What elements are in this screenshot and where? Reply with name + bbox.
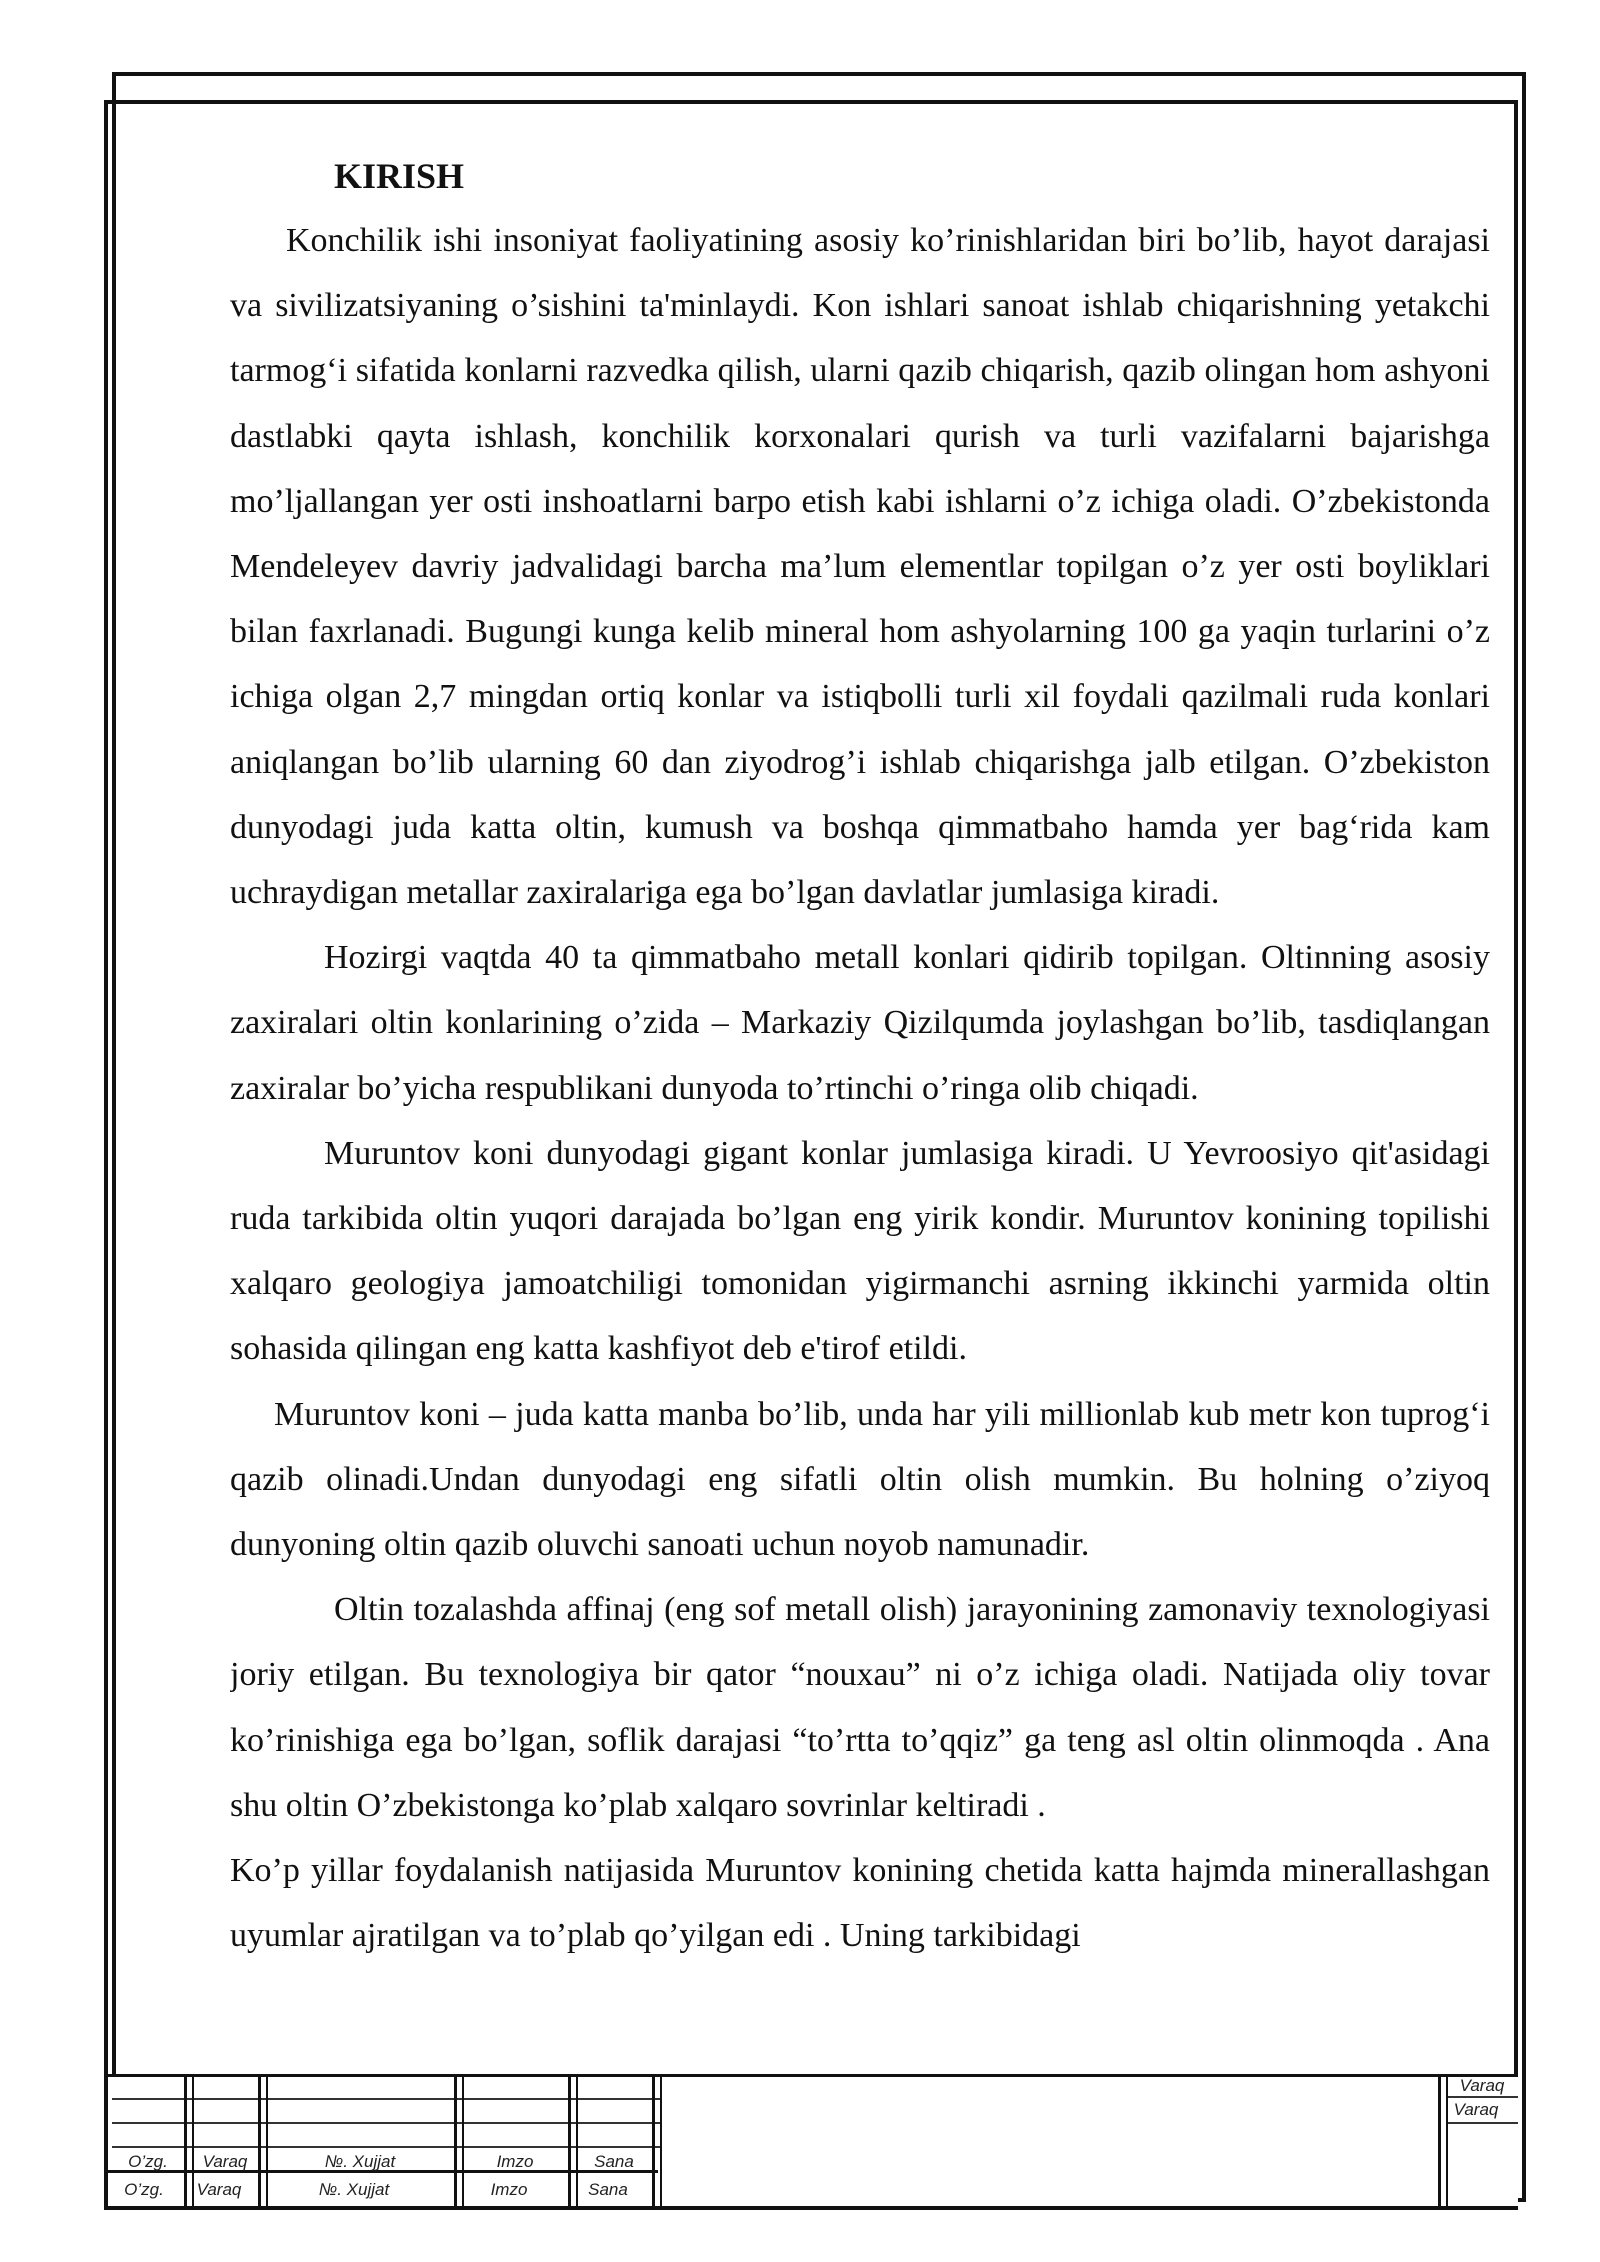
header-hujjat: №. Xujjat — [318, 2180, 390, 2199]
title-block-line — [1446, 2096, 1518, 2098]
title-block-line — [112, 2122, 662, 2124]
sheet-label: Varaq — [1453, 2100, 1499, 2119]
section-heading: KIRISH — [334, 156, 465, 196]
sheet-label: Varaq — [1459, 2076, 1505, 2095]
header-ozg: O’zg. — [124, 2180, 164, 2199]
header-sana: Sana — [594, 2152, 634, 2171]
paragraph-1: Konchilik ishi insoniyat faoliyatining asosiy ko’rinishlaridan biri bo’lib, hayot darajasi va sivilizatsiyaning o’sishini ta'minlaydi. Kon ishlari sanoat ishlab chiqarishning yetakchi tarmog‘i sifatida konlarni razvedka qilish, ularni qazib chiqarish, qazib olingan hom ashyoni dastlabki qayta ishlash, konchilik korxonalari qurish va turli vazifalarni bajarishga mo’ljallangan yer osti inshoatlarni barpo etish kabi ishlarni o’z ichiga oladi. O’zbekistonda Mendeleyev davriy jadvalidagi barcha ma’lum elementlar topilgan o’z yer osti boyliklari bilan faxrlanadi. Bugungi kunga kelib mineral hom ashyolarning 100 ga yaqin turlarini o’z ichiga olgan 2,7 mingdan ortiq konlar va istiqbolli turli xil foydali qazilmali ruda konlari aniqlangan bo’lib ularning 60 dan ziyodrog’i ishlab chiqarishga jalb etilgan. O’zbekiston dunyodagi juda katta oltin, kumush va boshqa qimmatbaho hamda yer bag‘rida kam uchraydigan metallar zaxiralariga ega bo’lgan davlatlar jumlasiga kiradi. — [230, 222, 1490, 912]
paragraph-6: Ko’p yillar foydalanish natijasida Muruntov konining chetida katta hajmda minerallashgan uyumlar ajratilgan va to’plab qo’yilgan edi . Uning tarkibidagi — [230, 1852, 1490, 1955]
header-ozg: O’zg. — [128, 2152, 168, 2171]
title-block — [108, 2074, 1518, 2206]
title-block-line — [1446, 2122, 1518, 2124]
header-imzo: Imzo — [496, 2152, 534, 2171]
header-varaq: Varaq — [196, 2180, 242, 2199]
header-varaq: Varaq — [202, 2152, 248, 2171]
document-body — [230, 150, 1490, 2084]
paragraph-4: Muruntov koni – juda katta manba bo’lib, unda har yili millionlab kub metr kon tuprog‘i qazib olinadi.Undan dunyodagi eng sifatli oltin olish mumkin. Bu holning o’ziyoq dunyoning oltin qazib oluvchi sanoati uchun noyob namunadir. — [230, 1395, 1490, 1564]
header-imzo: Imzo — [490, 2180, 528, 2199]
title-block-line — [112, 2146, 662, 2148]
header-hujjat: №. Xujjat — [324, 2152, 396, 2171]
title-block-line — [112, 2098, 662, 2100]
title-block-divider — [652, 2074, 655, 2206]
title-block-divider — [660, 2074, 662, 2206]
paragraph-3: Muruntov koni dunyodagi gigant konlar jumlasiga kiradi. U Yevroosiyo qit'asidagi ruda tarkibida oltin yuqori darajada bo’lgan eng yirik kondir. Muruntov konining topilishi xalqaro geologiya jamoatchiligi tomonidan yigirmanchi asrning ikkinchi yarmida oltin sohasida qilingan eng katta kashfiyot deb e'tirof etildi. — [230, 1134, 1490, 1368]
title-block-top-line — [108, 2074, 1518, 2077]
title-block-divider — [1438, 2074, 1441, 2206]
header-sana: Sana — [588, 2180, 628, 2199]
paragraph-2: Hozirgi vaqtda 40 ta qimmatbaho metall konlari qidirib topilgan. Oltinning asosiy zaxiralari oltin konlarining o’zida – Markaziy Qizilqumda joylashgan bo’lib, tasdiqlangan zaxiralar bo’yicha respublikani dunyoda to’rtinchi o’ringa olib chiqadi. — [230, 939, 1490, 1107]
paragraph-5: Oltin tozalashda affinaj (eng sof metall olish) jarayonining zamonaviy texnologiyasi joriy etilgan. Bu texnologiya bir qator “nouxau” ni o’z ichiga oladi. Natijada oliy tovar ko’rinishiga ega bo’lgan, soflik darajasi “to’rtta to’qqiz” ga teng asl oltin olinmoqda . Ana shu oltin O’zbekistonga ko’plab xalqaro sovrinlar keltiradi . — [230, 1591, 1490, 1824]
